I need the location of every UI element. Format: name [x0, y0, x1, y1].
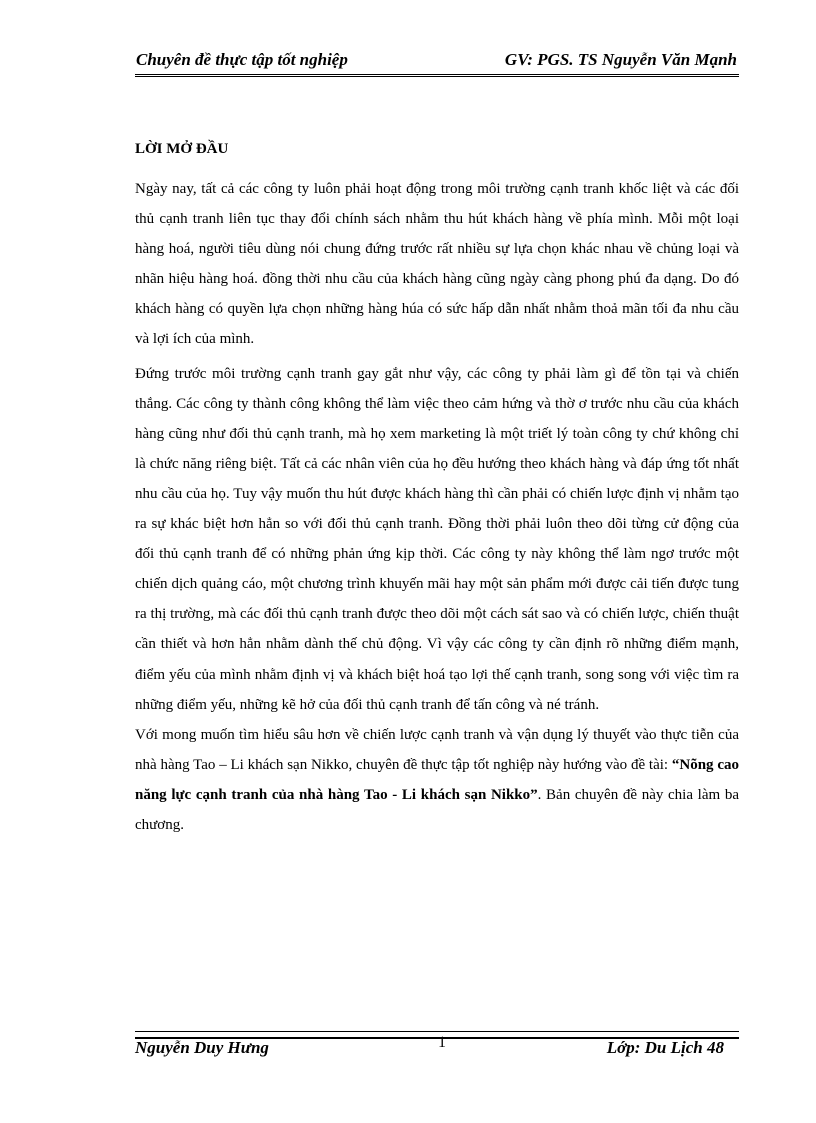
paragraph-3-outro: . Bản chuyên đề này chia làm ba chương.: [135, 786, 739, 833]
footer-author: Nguyễn Duy Hưng: [135, 1038, 269, 1057]
paragraph-3: [135, 720, 739, 840]
document-body: [135, 138, 739, 840]
page-header: [135, 48, 739, 77]
footer-class: Lớp: Du Lịch 48: [606, 1038, 724, 1057]
section-heading: LỜI MỞ ĐẦU: [135, 141, 229, 157]
paragraph-1: Ngày nay, tất cả các công ty luôn phải hoạt động trong môi trường cạnh tranh khốc liệt và các đối thủ cạnh tranh liên tục thay đổi chính sách nhằm thu hút khách hàng về phía mình. Mỗi một loại hàng hoá, người tiêu dùng nói chung đứng trước rất nhiều sự lựa chọn khác nhau về chủng loại và nhãn hiệu hàng hoá. đồng thời nhu cầu của khách hàng cũng ngày càng phong phú đa dạng. Do đó khách hàng có quyền lựa chọn những hàng húa có sức hấp dẫn nhất nhằm thoả mãn tối đa nhu cầu và lợi ích của mình.: [135, 181, 739, 348]
header-title: Chuyên đề thực tập tốt nghiệp: [136, 50, 348, 69]
paragraph-2: Đứng trước môi trường cạnh tranh gay gắt như vậy, các công ty phải làm gì để tồn tại và chiến thắng. Các công ty thành công không thể làm việc theo cảm hứng và thờ ơ trước nhu cầu của khách hàng cũng như đối thủ cạnh tranh, mà họ xem marketing là một triết lý toàn công ty chứ không chỉ là chức năng riêng biệt. Tất cả các nhân viên của họ đều hướng theo khách hàng và đáp ứng tốt nhất nhu cầu của họ. Tuy vậy muốn thu hút được khách hàng thì cần phải có chiến lược định vị nhằm tạo ra sự khác biệt hơn hẳn so với đối thủ cạnh tranh. Đồng thời phải luôn theo dõi từng cử động của đối thủ cạnh tranh để có những phản ứng kịp thời. Các công ty này không thể làm ngơ trước một chiến dịch quảng cáo, một chương trình khuyến mãi hay một sản phẩm mới được cải tiến được tung ra thị trường, mà các đối thủ cạnh tranh được theo dõi một cách sát sao và có chiến lược, chiến thuật cần thiết và hơn hẳn nhằm dành thế chủ động. Vì vậy các công ty cần định rõ những điểm mạnh, điểm yếu của mình nhằm định vị và khách biệt hoá tạo lợi thế cạnh tranh, song song với việc tìm ra những điểm yếu, những kẽ hở của đối thủ cạnh tranh để tấn công và né tránh.: [135, 365, 739, 713]
page-number: 1: [438, 1034, 446, 1051]
header-advisor: GV: PGS. TS Nguyễn Văn Mạnh: [504, 50, 737, 69]
thesis-title: “Nõng cao năng lực cạnh tranh của nhà hàng Tao - Li khách sạn Nikko”: [135, 756, 739, 803]
paragraph-3-intro: Với mong muốn tìm hiểu sâu hơn về chiến lược cạnh tranh và vận dụng lý thuyết vào thực tiễn của nhà hàng Tao – Li khách sạn Nikko, chuyên đề thực tập tốt nghiệp này hướng vào đề tài:: [135, 726, 739, 773]
